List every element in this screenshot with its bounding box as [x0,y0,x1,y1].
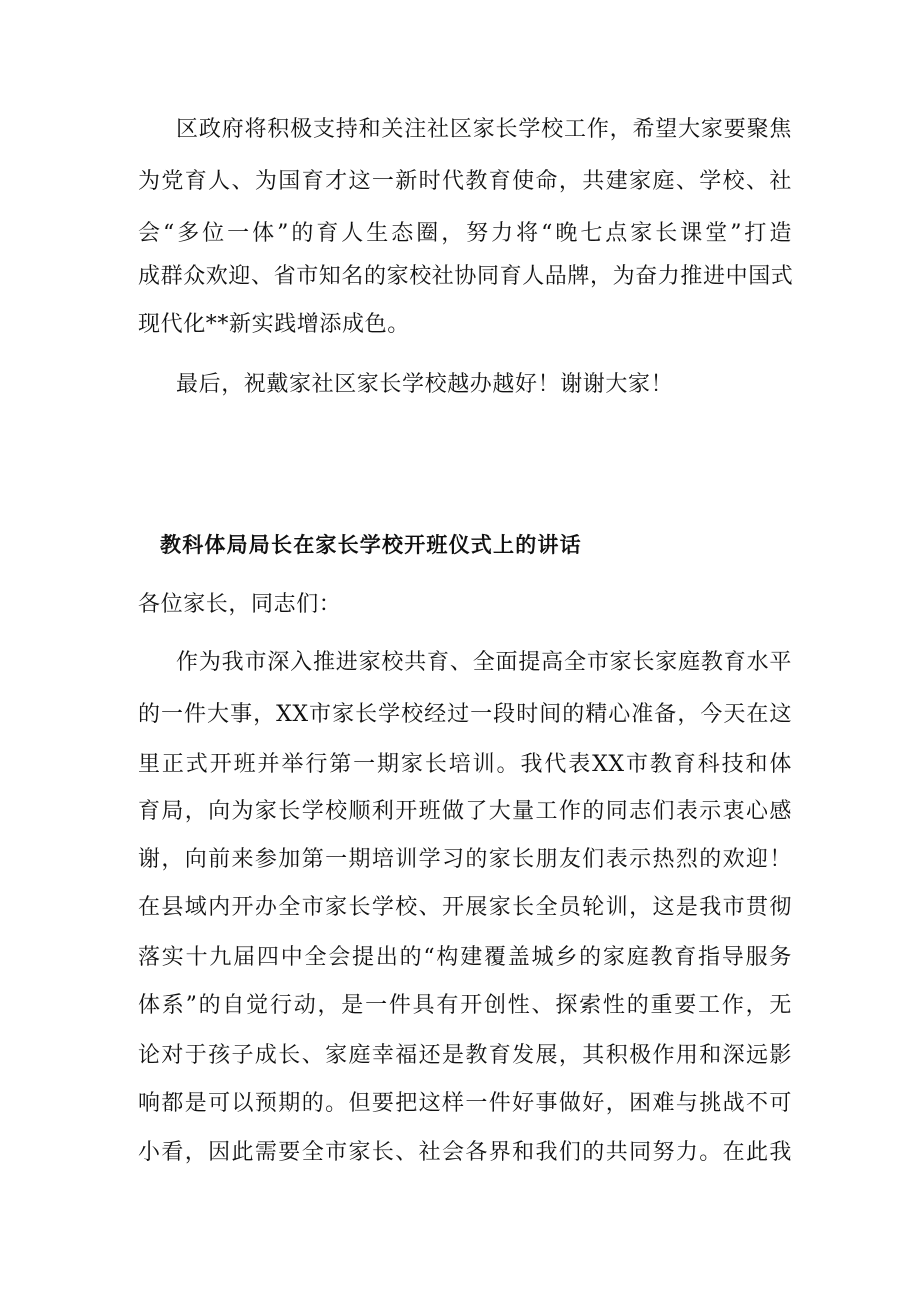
paragraph3-line-3: 里正式开班并举行第一期家长培训。我代表XX市教育科技和体 [138,752,792,777]
paragraph3-line-10: 响都是可以预期的。但要把这样一件好事做好，困难与挑战不可 [138,1091,792,1116]
paragraph1-line-3: 会“多位一体”的育人生态圈，努力将“晚七点家长课堂”打造 [138,221,792,246]
paragraph3-line-2: 的一件大事，XX市家长学校经过一段时间的精心准备，今天在这 [138,702,792,727]
paragraph1-line-4: 成群众欢迎、省市知名的家校社协同育人品牌，为奋力推进中国式 [138,264,794,289]
paragraph3-line-9: 论对于孩子成长、家庭幸福还是教育发展，其积极作用和深远影 [138,1043,792,1068]
paragraph1-line-5: 现代化**新实践增添成色。 [138,312,410,337]
paragraph3-line-5: 谢，向前来参加第一期培训学习的家长朋友们表示热烈的欢迎！ [138,847,792,872]
paragraph3-line-8: 体系”的自觉行动，是一件具有开创性、探索性的重要工作，无 [138,993,792,1018]
salutation: 各位家长，同志们： [138,592,342,617]
paragraph3-line-4: 育局，向为家长学校顺利开班做了大量工作的同志们表示衷心感 [138,799,792,824]
paragraph2-line-1: 最后，祝戴家社区家长学校越办越好！谢谢大家！ [176,372,674,397]
paragraph3-line-1: 作为我市深入推进家校共育、全面提高全市家长家庭教育水平 [176,650,792,675]
section-title: 教科体局局长在家长学校开班仪式上的讲话 [160,533,582,557]
paragraph3-line-7: 落实十九届四中全会提出的“构建覆盖城乡的家庭教育指导服务 [138,945,792,970]
paragraph3-line-6: 在县域内开办全市家长学校、开展家长全员轮训，这是我市贯彻 [138,895,792,920]
paragraph1-line-1: 区政府将积极支持和关注社区家长学校工作，希望大家要聚焦 [176,117,792,142]
paragraph1-line-2: 为党育人、为国育才这一新时代教育使命，共建家庭、学校、社 [138,169,792,194]
paragraph3-line-11: 小看，因此需要全市家长、社会各界和我们的共同努力。在此我 [138,1140,792,1165]
